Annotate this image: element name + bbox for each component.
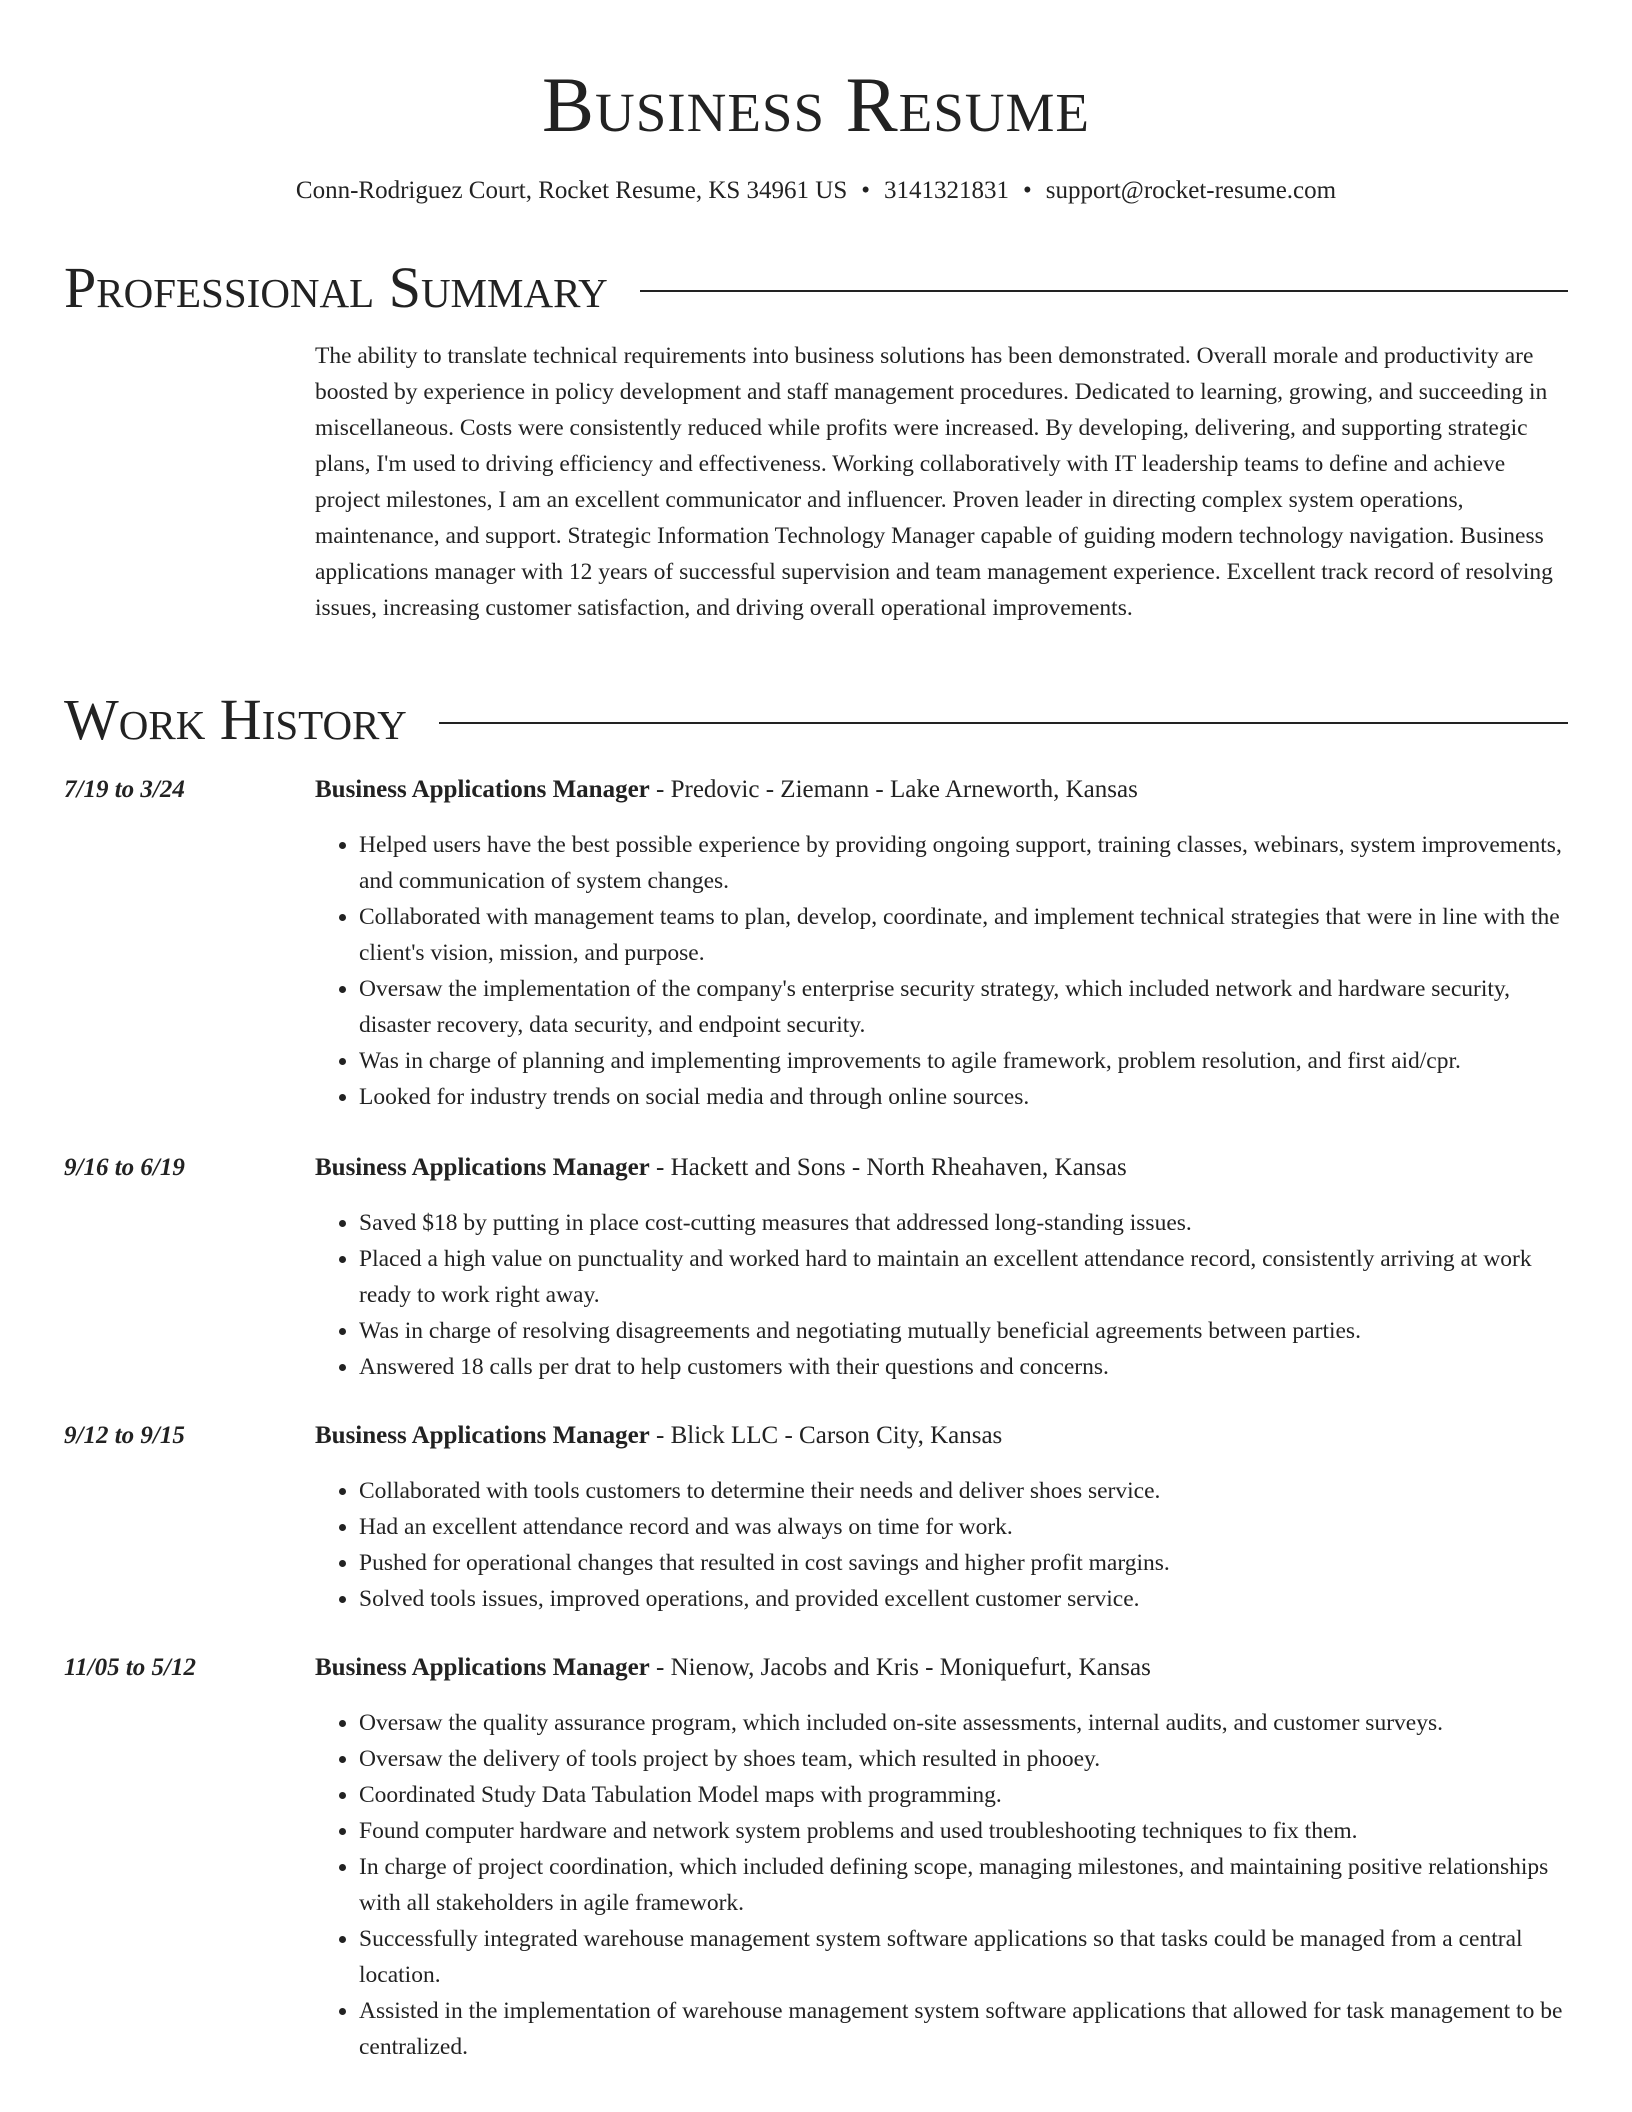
job-bullet-list: [315, 1473, 1565, 1617]
summary-paragraph: The ability to translate technical requirements into business solutions has been demonstrated. Overall morale and productivity are boosted by experience in policy development and staff management procedures. Dedicated to learning, growing, and succeeding in miscellaneous. Costs were consistently reduced while profits were increased. By developing, delivering, and supporting strategic plans, I'm used to driving efficiency and effectiveness. Working collaboratively with IT leadership teams to define and achieve project milestones, I am an excellent communicator and influencer. Proven leader in directing complex system operations, maintenance, and support. Strategic Information Technology Manager capable of guiding modern technology navigation. Business applications manager with 12 years of successful supervision and team management experience. Excellent track record of resolving issues, increasing customer satisfaction, and driving overall operational improvements.: [315, 343, 1553, 621]
job-title-line: [315, 1653, 1151, 1683]
job-bullet: • Placed a high value on punctuality and worked hard to maintain an excellent attendance record, consistently arriving at work ready to work right away.: [359, 1241, 1565, 1313]
job-bullet: • In charge of project coordination, which included defining scope, managing milestones, and maintaining positive relationships with all stakeholders in agile framework.: [359, 1849, 1565, 1921]
job-title-line: [315, 1153, 1127, 1183]
resume-title: Business Resume: [541, 61, 1091, 148]
job-dates: 11/05 to 5/12: [64, 1654, 196, 1681]
job-dates: 7/19 to 3/24: [64, 776, 185, 803]
job-employer: - Nienow, Jacobs and Kris - Moniquefurt, Kansas: [649, 1654, 1151, 1681]
job-dates: 9/12 to 9/15: [64, 1422, 185, 1449]
job-employer: - Hackett and Sons - North Rheahaven, Kansas: [649, 1154, 1127, 1181]
job-bullet: • Had an excellent attendance record and was always on time for work.: [359, 1509, 1565, 1545]
job-bullet: • Saved $18 by putting in place cost-cutting measures that addressed long-standing issues.: [359, 1205, 1565, 1241]
contact-separator: •: [1023, 177, 1032, 204]
job-bullet: • Was in charge of resolving disagreements and negotiating mutually beneficial agreements between parties.: [359, 1313, 1565, 1349]
job-bullet-list: [315, 827, 1565, 1115]
job-bullet: • Pushed for operational changes that resulted in cost savings and higher profit margins.: [359, 1545, 1565, 1581]
job-employer: - Blick LLC - Carson City, Kansas: [649, 1422, 1003, 1449]
job-title-line: [315, 775, 1138, 805]
job-bullet: • Was in charge of planning and implementing improvements to agile framework, problem resolution, and first aid/cpr.: [359, 1043, 1565, 1079]
job-bullet: • Helped users have the best possible experience by providing ongoing support, training classes, webinars, system improvements, and communication of system changes.: [359, 827, 1565, 899]
job-bullet: • Coordinated Study Data Tabulation Model maps with programming.: [359, 1777, 1565, 1813]
job-bullet: • Collaborated with tools customers to determine their needs and deliver shoes service.: [359, 1473, 1565, 1509]
job-role: Business Applications Manager: [315, 1422, 650, 1449]
summary-section-header: [64, 256, 1568, 320]
job-role: Business Applications Manager: [315, 1654, 650, 1681]
job-title-line: [315, 1421, 1002, 1451]
job-bullet: • Oversaw the quality assurance program, which included on-site assessments, internal audits, and customer surveys.: [359, 1705, 1565, 1741]
work-section-header: [64, 688, 1568, 752]
contact-address: Conn-Rodriguez Court, Rocket Resume, KS 34961 US: [295, 177, 848, 204]
contact-separator: •: [861, 177, 871, 204]
job-bullet: • Oversaw the implementation of the company's enterprise security strategy, which included network and hardware security, disaster recovery, data security, and endpoint security.: [359, 971, 1565, 1043]
job-bullet: • Successfully integrated warehouse management system software applications so that tasks could be managed from a central location.: [359, 1921, 1565, 1993]
job-role: Business Applications Manager: [315, 776, 650, 803]
section-title-work-history: Work History: [64, 687, 407, 752]
job-dates: 9/16 to 6/19: [64, 1154, 185, 1181]
job-bullet-list: [315, 1205, 1565, 1385]
job-bullet: • Found computer hardware and network system problems and used troubleshooting techniques to fix them.: [359, 1813, 1565, 1849]
job-bullet: • Collaborated with management teams to plan, develop, coordinate, and implement technical strategies that were in line with the client's vision, mission, and purpose.: [359, 899, 1565, 971]
job-bullet: • Assisted in the implementation of warehouse management system software applications that allowed for task management to be centralized.: [359, 1993, 1565, 2065]
section-divider: [439, 722, 1568, 724]
contact-line: [0, 176, 1632, 206]
job-bullet: • Looked for industry trends on social media and through online sources.: [359, 1079, 1565, 1115]
job-employer: - Predovic - Ziemann - Lake Arneworth, Kansas: [649, 776, 1138, 803]
section-divider: [640, 290, 1568, 292]
contact-phone: 3141321831: [884, 177, 1010, 204]
job-role: Business Applications Manager: [315, 1154, 650, 1181]
section-title-summary: Professional Summary: [64, 255, 608, 320]
job-bullet-list: [315, 1705, 1565, 2065]
job-bullet: • Solved tools issues, improved operations, and provided excellent customer service.: [359, 1581, 1565, 1617]
job-bullet: • Oversaw the delivery of tools project by shoes team, which resulted in phooey.: [359, 1741, 1565, 1777]
job-bullet: • Answered 18 calls per drat to help customers with their questions and concerns.: [359, 1349, 1565, 1385]
contact-email[interactable]: support@rocket-resume.com: [1045, 177, 1337, 204]
